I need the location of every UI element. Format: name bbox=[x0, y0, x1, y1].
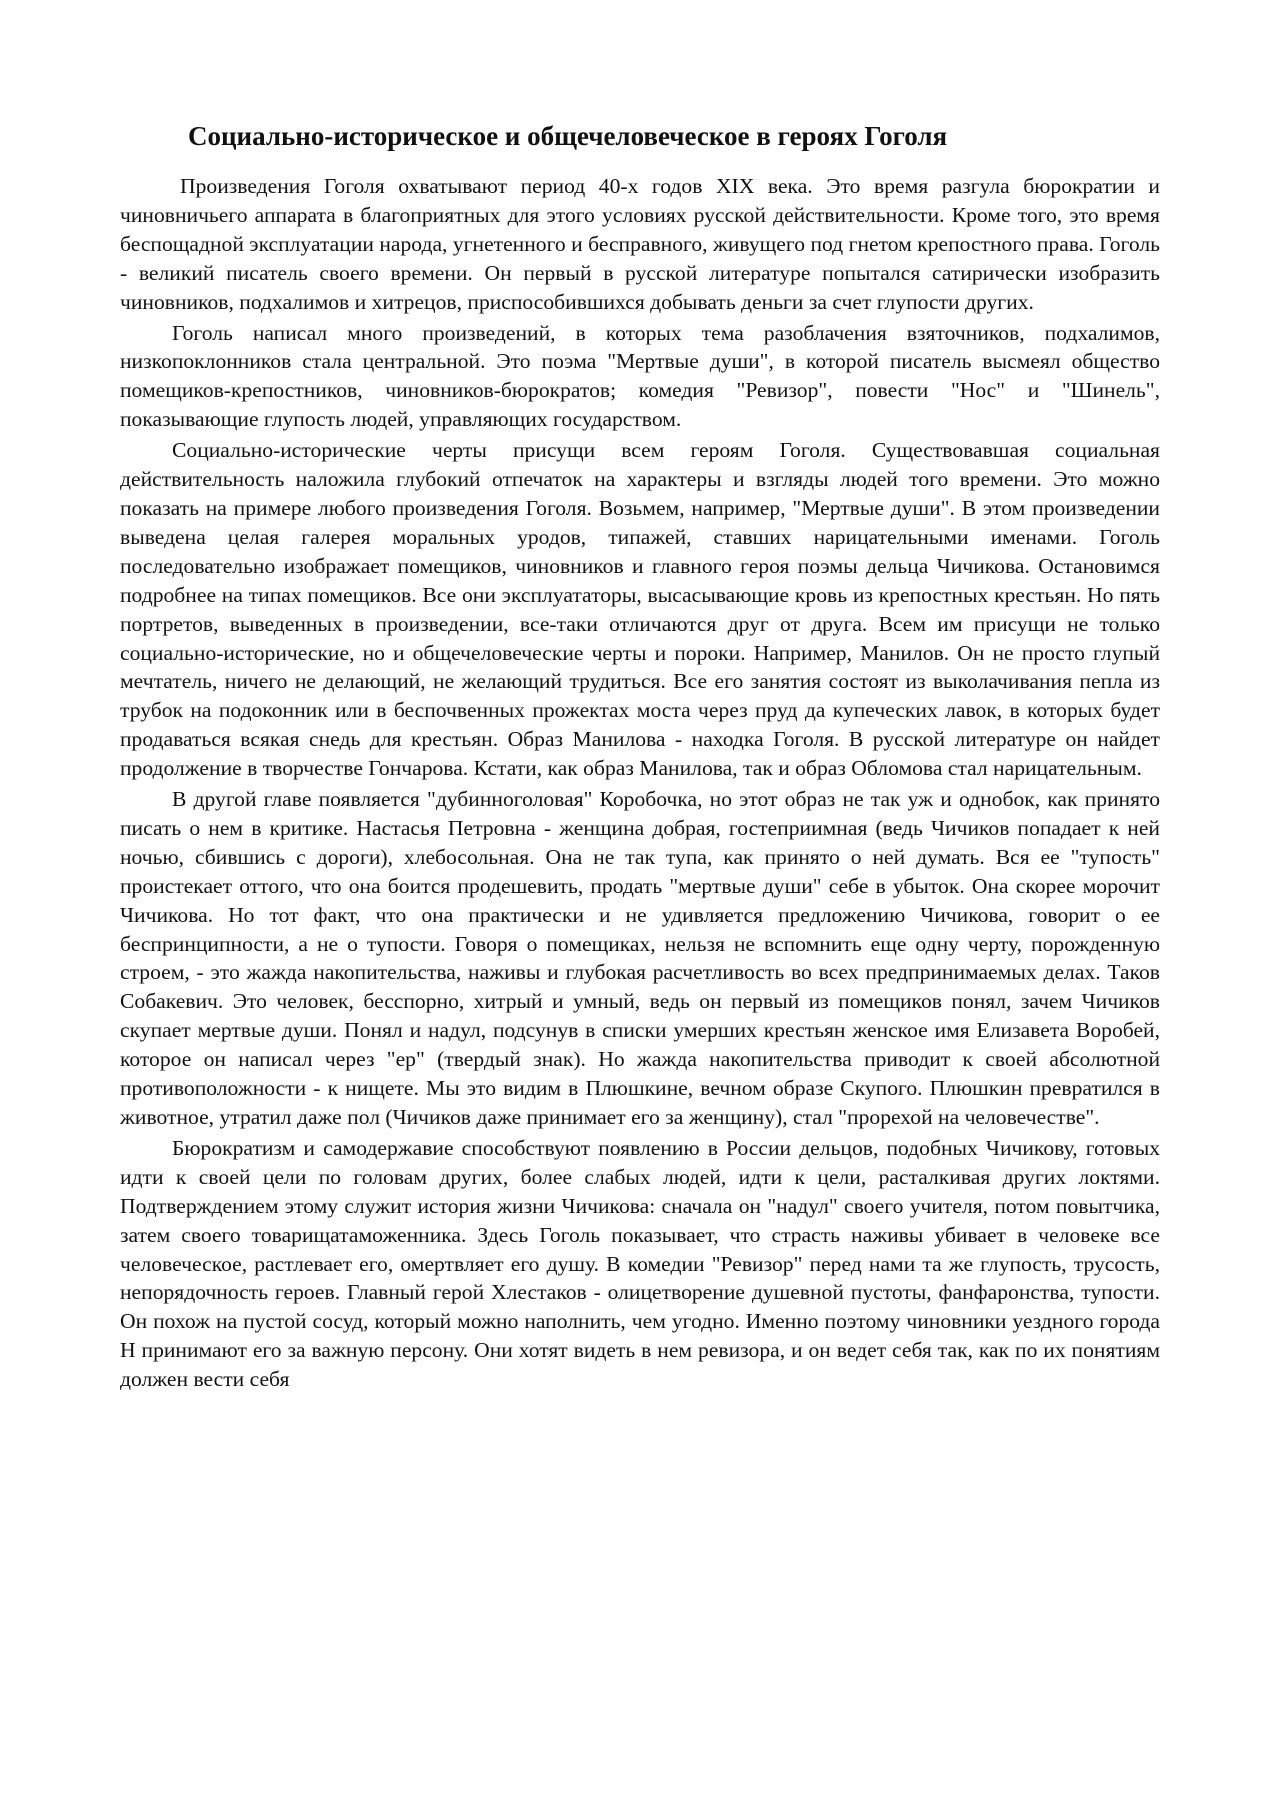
paragraph-5: Бюрократизм и самодержавие способствуют появлению в России дельцов, подобных Чичикову, готовых идти к своей цели по головам других, более слабых людей, идти к цели, расталкивая других локтями. Подтверждением этому служит история жизни Чичикова: сначала он "надул" своего учителя, потом повытчика, затем своего товарищатаможенника. Здесь Гоголь показывает, что страсть наживы убивает в человеке все человеческое, растлевает его, омертвляет его душу. В комедии "Ревизор" перед нами та же глупость, трусость, непорядочность героев. Главный герой Хлестаков - олицетворение душевной пустоты, фанфаронства, тупости. Он похож на пустой сосуд, который можно наполнить, чем угодно. Именно поэтому чиновники уездного города Н принимают его за важную персону. Они хотят видеть в нем ревизора, и он ведет себя так, как по их понятиям должен вести себя bbox=[120, 1135, 1160, 1392]
document-page bbox=[120, 118, 1160, 1394]
document-title: Социально-историческое и общечеловеческое в героях Гоголя bbox=[188, 121, 948, 151]
paragraph-4: В другой главе появляется "дубинноголовая" Коробочка, но этот образ не так уж и однобок, как принято писать о нем в критике. Настасья Петровна - женщина добрая, гостеприимная (ведь Чичиков попадает к ней ночью, сбившись с дороги), хлебосольная. Она не так тупа, как принято о ней думать. Вся ее "тупость" проистекает оттого, что она боится продешевить, продать "мертвые души" себе в убыток. Она скорее морочит Чичикова. Но тот факт, что она практически и не удивляется предложению Чичикова, говорит о ее беспринципности, а не о тупости. Говоря о помещиках, нельзя не вспомнить еще одну черту, порожденную строем, - это жажда накопительства, наживы и глубокая расчетливость во всех предпринимаемых делах. Таков Собакевич. Это человек, бесспорно, хитрый и умный, ведь он первый из помещиков понял, зачем Чичиков скупает мертвые души. Понял и надул, подсунув в списки умерших крестьян женское имя Елизавета Воробей, которое он написал через "ер" (твердый знак). Но жажда накопительства приводит к своей абсолютной противоположности - к нищете. Мы это видим в Плюшкине, вечном образе Скупого. Плюшкин превратился в животное, утратил даже пол (Чичиков даже принимает его за женщину), стал "прорехой на человечестве". bbox=[120, 787, 1160, 1129]
paragraph-3: Социально-исторические черты присущи всем героям Гоголя. Существовавшая социальная действительность наложила глубокий отпечаток на характеры и взгляды людей того времени. Это можно показать на примере любого произведения Гоголя. Возьмем, например, "Мертвые души". В этом произведении выведена целая галерея моральных уродов, типажей, ставших нарицательными именами. Гоголь последовательно изображает помещиков, чиновников и главного героя поэмы дельца Чичикова. Остановимся подробнее на типах помещиков. Все они эксплуататоры, высасывающие кровь из крепостных крестьян. Но пять портретов, выведенных в произведении, все-таки отличаются друг от друга. Всем им присущи не только социально-исторические, но и общечеловеческие черты и пороки. Например, Манилов. Он не просто глупый мечтатель, ничего не делающий, не желающий трудиться. Все его занятия состоят из выколачивания пепла из трубок на подоконник или в беспочвенных прожектах моста через пруд да купеческих лавок, в которых будет продаваться всякая снедь для крестьян. Образ Манилова - находка Гоголя. В русской литературе он найдет продолжение в творчестве Гончарова. Кстати, как образ Манилова, так и образ Обломова стал нарицательным. bbox=[120, 438, 1160, 781]
paragraph-1: Произведения Гоголя охватывают период 40-х годов XIX века. Это время разгула бюрократии и чиновничьего аппарата в благоприятных для этого условиях русской действительности. Кроме того, это время беспощадной эксплуатации народа, угнетенного и бесправного, живущего под гнетом крепостного права. Гоголь - великий писатель своего времени. Он первый в русской литературе попытался сатирически изобразить чиновников, подхалимов и хитрецов, приспособившихся добывать деньги за счет глупости других. bbox=[120, 174, 1160, 314]
paragraph-2: Гоголь написал много произведений, в которых тема разоблачения взяточников, подхалимов, низкопоклонников стала центральной. Это поэма "Мертвые души", в которой писатель высмеял общество помещиков-крепостников, чиновников-бюрократов; комедия "Ревизор", повести "Нос" и "Шинель", показывающие глупость людей, управляющих государством. bbox=[120, 320, 1160, 432]
